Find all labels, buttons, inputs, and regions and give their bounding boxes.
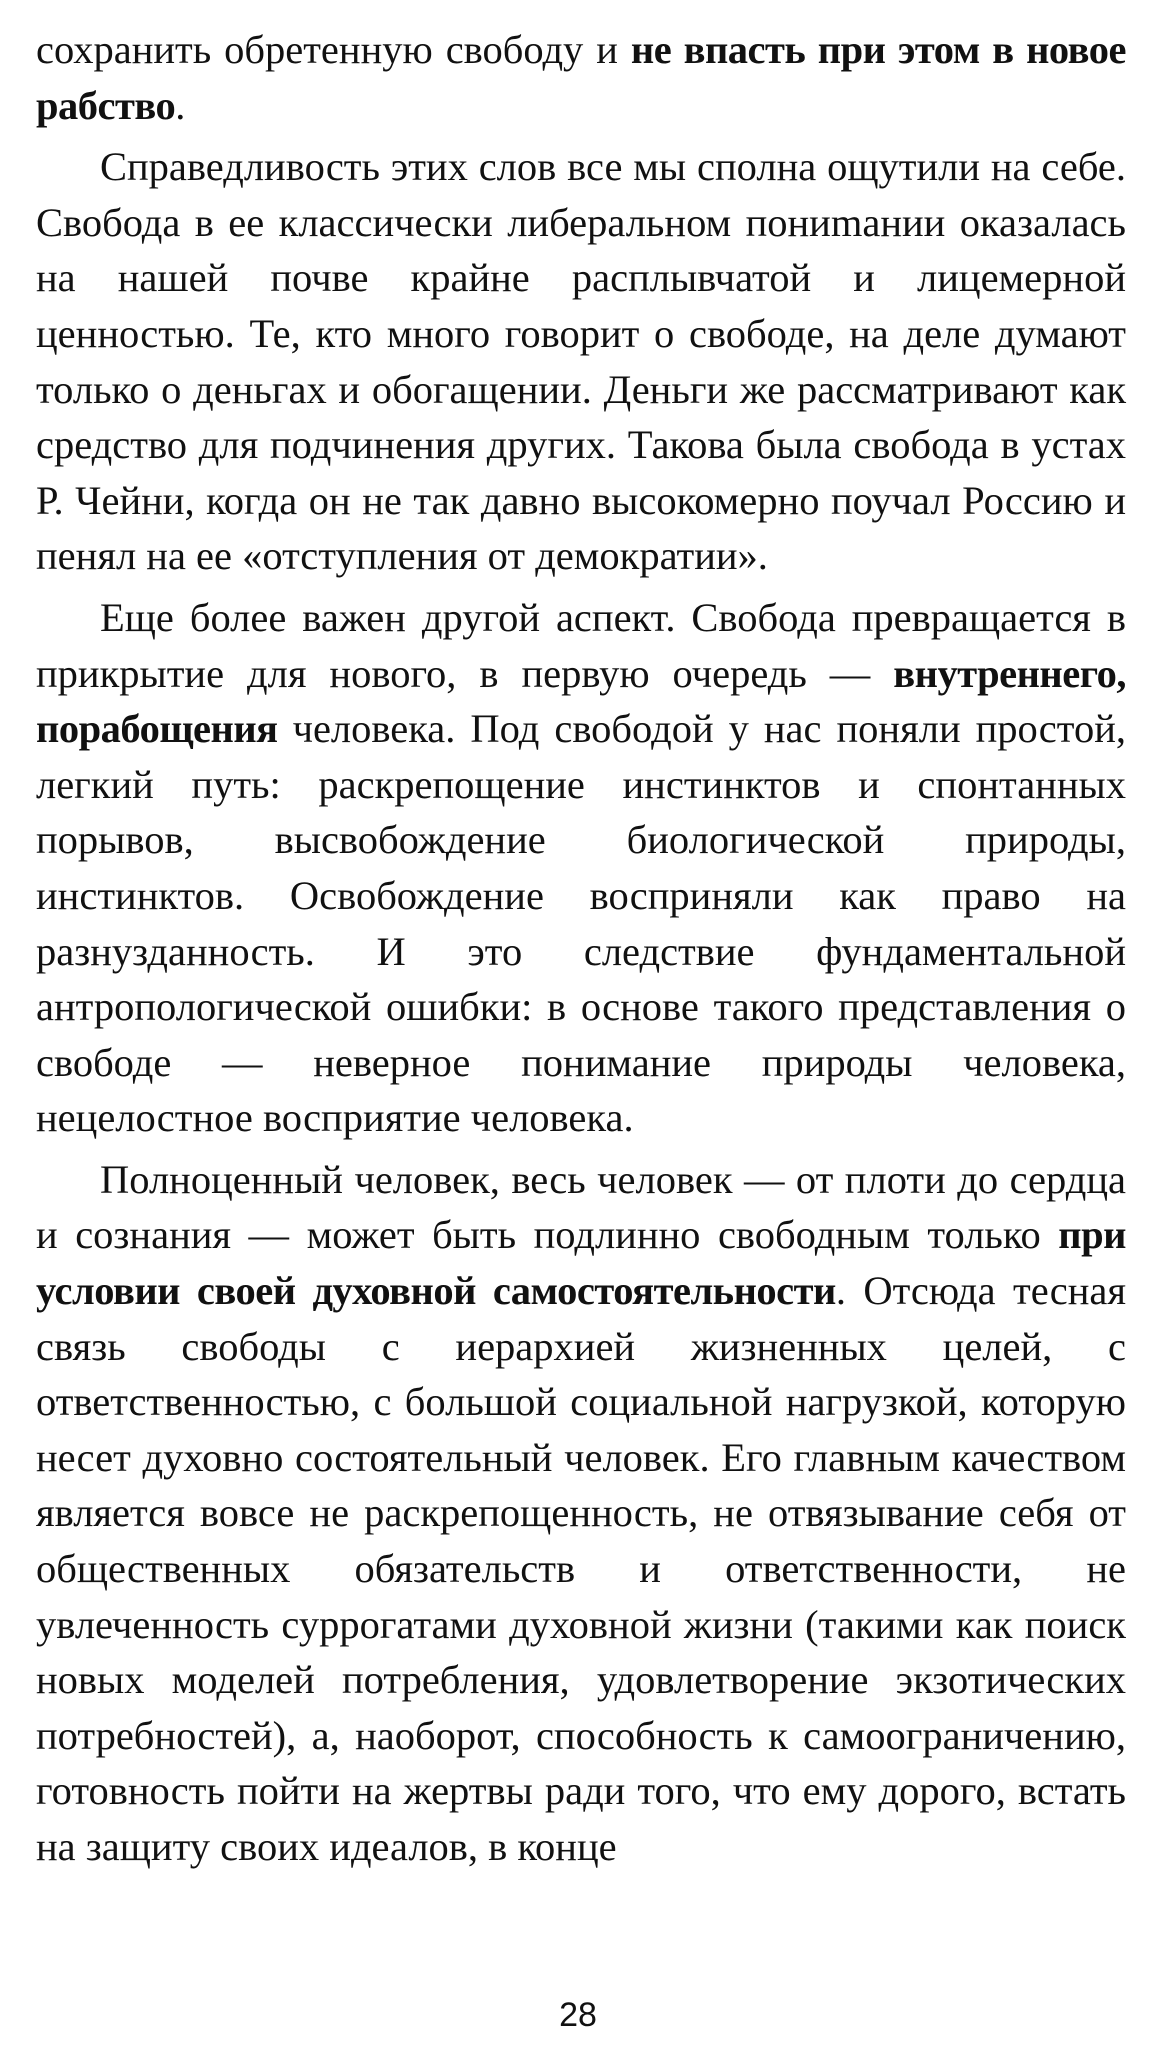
page-body bbox=[36, 22, 1126, 1875]
paragraph-1-bold: не впасть при этом в новое рабство bbox=[36, 27, 1126, 128]
paragraph-3-bold: внутреннего, порабощения bbox=[36, 650, 1126, 752]
paragraph-4-end: . Отсюда тесная связь свободы с иерархией жизненных целей, с ответственностью, с большой социальной нагрузкой, которую несет духовно состоятельный человек. Его главным качеством является вовсе не раскрепощенность, не отвязывание себя от общественных обязательств и ответственности, не увлеченность суррогатами духовной жизни (такими как поиск новых моделей потребления, удовлетворение экзотических потребностей), а, наоборот, способность к самоограничению, готовность пойти на жертвы ради того, что ему дорого, встать на защиту своих идеалов, в конце bbox=[36, 1268, 1126, 1869]
paragraph-3-end: человека. Под свободой у нас поняли простой, легкий путь: раскрепощение инстинктов и спонтанных порывов, высвобождение биологической природы, инстинктов. Освобождение восприняли как право на разнузданность. И это следствие фундаментальной антропологической ошибки: в основе такого представления о свободе — неверное понимание природы человека, нецелостное восприятие человека. bbox=[36, 706, 1126, 1141]
paragraph-3 bbox=[36, 590, 1126, 1146]
page-number: 28 bbox=[559, 1996, 597, 2034]
paragraph-4 bbox=[36, 1152, 1126, 1875]
paragraph-1-text: сохранить обретенную свободу и bbox=[36, 27, 631, 72]
paragraph-1 bbox=[36, 22, 1126, 133]
paragraph-1-end: . bbox=[175, 82, 186, 128]
paragraph-2 bbox=[36, 139, 1126, 584]
paragraph-3-text: Еще более важен другой аспект. Свобода превращается в прикрытие для нового, в первую очередь — bbox=[36, 594, 1126, 696]
paragraph-4-text: Полноценный человек, весь человек — от плоти до сердца и сознания — может быть подлинно свободным только bbox=[36, 1156, 1126, 1258]
paragraph-2-text: Справедливость этих слов все мы сполна ощутили на себе. Свобода в ее классически либеральном пониmании оказалась на нашей почве крайне расплывчатой и лицемерной ценностью. Те, кто много говорит о свободе, на деле думают только о деньгах и обогащении. Деньги же рассматривают как средство для подчинения других. Такова была свобода в устах Р. Чейни, когда он не так давно высокомерно поучал Россию и пенял на ее «отступления от демократии». bbox=[36, 144, 1126, 579]
paragraph-4-bold: при условии своей духовной самостоятельности bbox=[36, 1212, 1126, 1314]
